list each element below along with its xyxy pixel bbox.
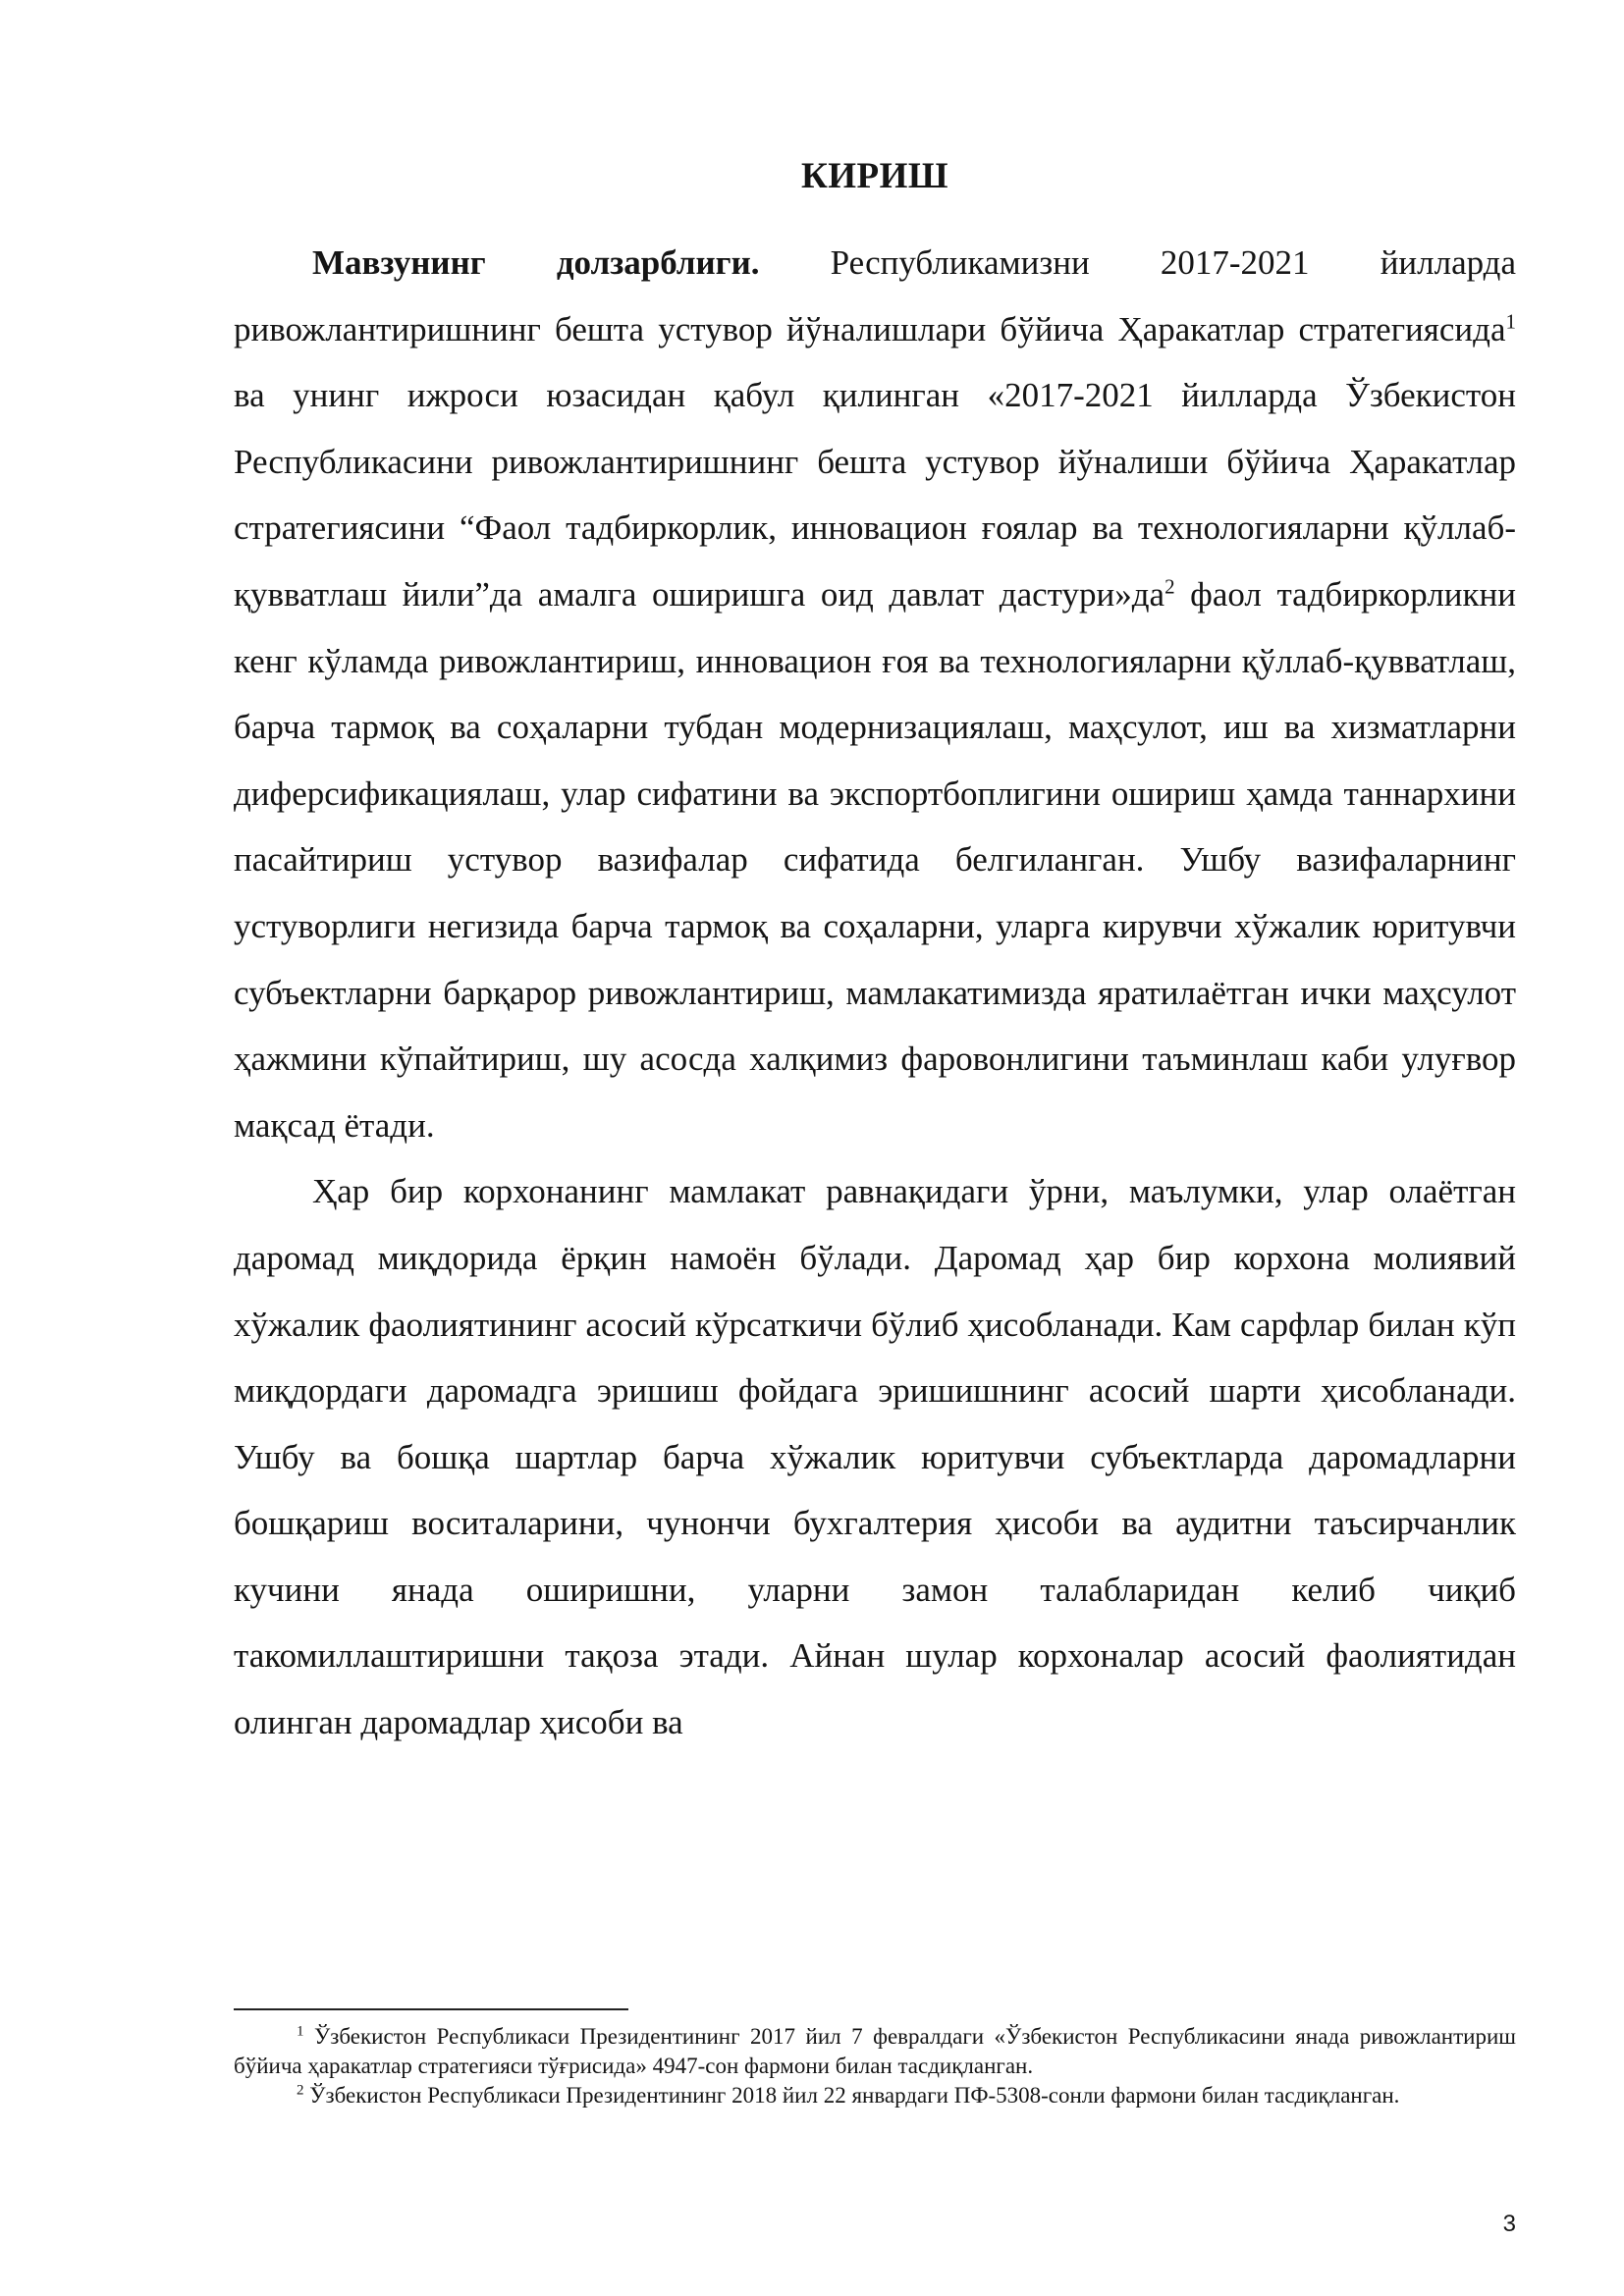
paragraph-income: Ҳар бир корхонанинг мамлакат равнақидаги ўрни, маълумки, улар олаётган даромад миқдорида ёрқин намоён бўлади. Даромад ҳар бир корхона молиявий хўжалик фаолиятининг асосий кўрсаткичи бўлиб ҳисобланади. Кам сарфлар билан кўп миқдордаги даромадга эришиш фойдага эришишнинг асосий шарти ҳисобланади. Ушбу ва бошқа шартлар барча хўжалик юритувчи субъектларда даромадларни бошқариш воситаларини, чунончи бухгалтерия ҳисоби ва аудитни таъсирчанлик кучини янада оширишни, уларни замон талабларидан келиб чиқиб такомиллаштиришни тақоза этади. Айнан шулар корхоналар асосий фаолиятидан олинган даромадлар ҳисоби ва bbox=[234, 1172, 1516, 1742]
footnote bbox=[234, 2081, 1516, 2110]
footnote bbox=[234, 2022, 1516, 2081]
page-number: 3 bbox=[1502, 2211, 1516, 2237]
body-text bbox=[234, 147, 1516, 1756]
footnote-mark: 2 bbox=[297, 2082, 304, 2099]
paragraph-relevance bbox=[234, 230, 1516, 1158]
footnotes bbox=[234, 2022, 1516, 2110]
footnote-text: Ўзбекистон Республикаси Президентининг 2017 йил 7 февралдаги «Ўзбекистон Республикасини янада ривожлантириш бўйича ҳаракатлар стратегияси тўғрисида» 4947-сон фармони билан тасдиқланган. bbox=[234, 2024, 1516, 2078]
paragraph-text: ва унинг ижроси юзасидан қабул қилинган «2017-2021 йилларда Ўзбекистон Республикасини ривожлантиришнинг бешта устувор йўналиши бўйича Ҳаракатлар стратегиясини “Фаол тадбиркорлик, инновацион ғоялар ва технологияларни қўллаб-қувватлаш йили”да амалга оширишга оид давлат дастури»да bbox=[234, 376, 1516, 614]
section-heading: КИРИШ bbox=[800, 156, 949, 196]
footnote-mark: 1 bbox=[297, 2023, 304, 2040]
paragraph-text: Республикамизни 2017-2021 йилларда ривожлантиришнинг бешта устувор йўналишлари бўйича Ҳаракатлар стратегиясида bbox=[234, 243, 1516, 348]
footnote-ref[interactable]: 2 bbox=[1164, 574, 1175, 599]
footnote-separator bbox=[234, 2008, 628, 2010]
footnote-ref[interactable]: 1 bbox=[1505, 308, 1516, 333]
paragraph-text: фаол тадбиркорликни кенг кўламда ривожлантириш, инновацион ғоя ва технологияларни қўллаб-қувватлаш, барча тармоқ ва соҳаларни тубдан модернизациялаш, маҳсулот, иш ва хизматларни диферсификациялаш, улар сифатини ва экспортбоплигини ошириш ҳамда таннархини пасайтириш устувор вазифалар сифатида белгиланган. Ушбу вазифаларнинг устуворлиги негизида барча тармоқ ва соҳаларни, уларга кирувчи хўжалик юритувчи субъектларни барқарор ривожлантириш, мамлакатимизда яратилаётган ички маҳсулот ҳажмини кўпайтириш, шу асосда халқимиз фаровонлигини таъминлаш каби улуғвор мақсад ётади. bbox=[234, 574, 1516, 1145]
footnote-text: Ўзбекистон Республикаси Президентининг 2018 йил 22 январдаги ПФ-5308-сонли фармони билан тасдиқланган. bbox=[303, 2083, 1400, 2108]
paragraph-lead: Мавзунинг долзарблиги. bbox=[312, 243, 760, 282]
